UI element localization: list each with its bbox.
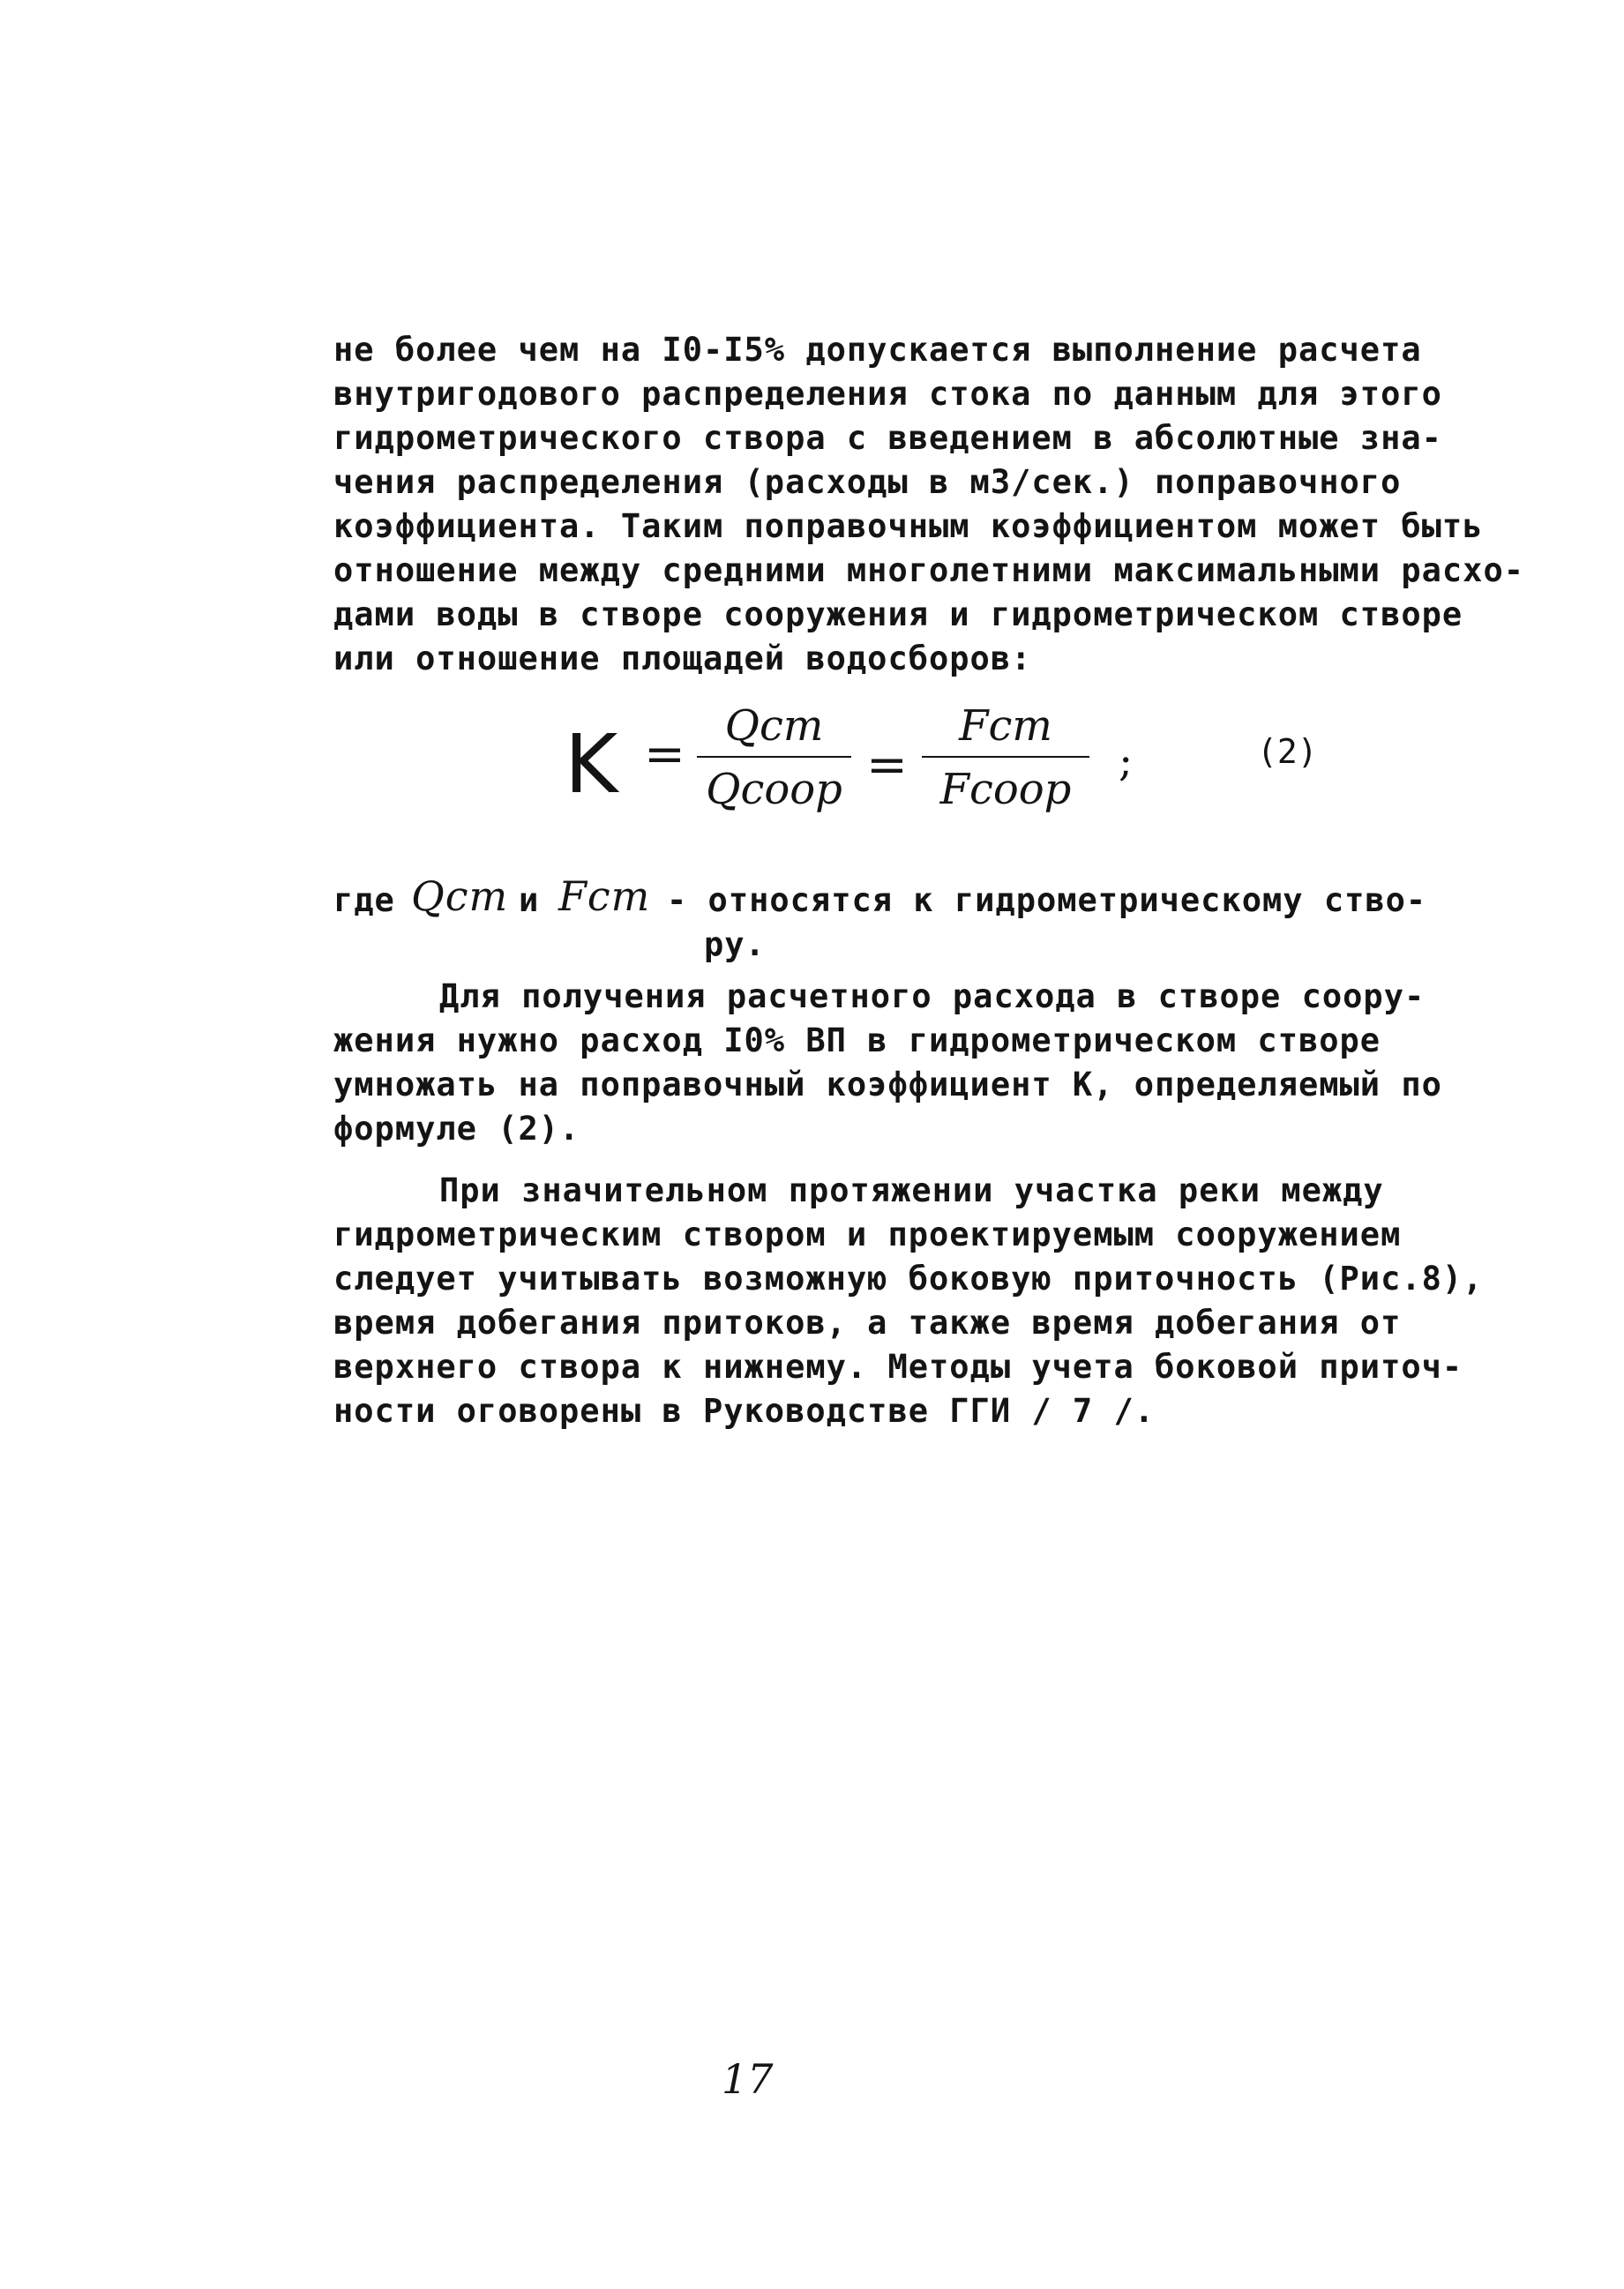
formula-equals: = (644, 726, 685, 783)
fraction-numerator: Qст (724, 701, 824, 751)
text-line: умножать на поправочный коэффициент К, определяемый по (333, 1066, 1442, 1103)
text-line: При значительном протяжении участка реки между (439, 1171, 1384, 1209)
formula-lhs: K (565, 717, 618, 812)
fraction-discharge-ratio (697, 701, 851, 814)
text-line: внутригодового распределения стока по данным для этого (333, 375, 1442, 413)
formula-equals: = (866, 737, 908, 794)
formula-semicolon: ; (1119, 737, 1134, 786)
fraction-area-ratio (922, 701, 1089, 814)
paragraph-design-discharge (333, 975, 1442, 1151)
text-line: Для получения расчетного расхода в створе соору- (439, 977, 1426, 1015)
text-line: чения распределения (расходы в м3/сек.) поправочного (333, 463, 1402, 501)
text-line: коэффициента. Таким поправочным коэффициентом может быть (333, 507, 1484, 545)
text-line: не более чем на I0-I5% допускается выполнение расчета (333, 331, 1422, 369)
text-line: время добегания притоков, а также время добегания от (333, 1304, 1402, 1342)
symbol-q: Qст (411, 872, 509, 920)
fraction-numerator: Fст (959, 701, 1052, 751)
paragraph-calculation-method (333, 328, 1525, 681)
fraction-denominator: Qсоор (706, 765, 842, 814)
fraction-denominator: Fсоор (939, 765, 1072, 814)
text-line: верхнего створа к нижнему. Методы учета боковой приточ- (333, 1348, 1463, 1386)
page-number: 17 (722, 2055, 774, 2103)
symbol-f: Fст (558, 872, 651, 920)
text-line: или отношение площадей водосборов: (333, 640, 1032, 677)
text-line: отношение между средними многолетними максимальными расхо- (333, 551, 1525, 589)
paragraph-lateral-inflow (333, 1169, 1484, 1433)
formula-explanation (333, 869, 1436, 966)
formula-correction-coefficient (565, 701, 1358, 851)
text-line: дами воды в створе сооружения и гидрометрическом створе (333, 595, 1463, 633)
text-line: следует учитывать возможную боковую приточность (Рис.8), (333, 1260, 1484, 1298)
text-line: гидрометрическим створом и проектируемым сооружением (333, 1216, 1402, 1253)
where-word: где (333, 881, 395, 919)
text-line: ности оговорены в Руководстве ГГИ / 7 /. (333, 1392, 1156, 1430)
text-line: гидрометрического створа с введением в абсолютные зна- (333, 419, 1442, 457)
and-word: и (519, 881, 540, 919)
explanation-text-continued: ру. (704, 925, 766, 963)
text-line: жения нужно расход I0% ВП в гидрометрическом створе (333, 1021, 1381, 1059)
text-line: формуле (2). (333, 1110, 580, 1148)
formula-number: (2) (1257, 732, 1318, 771)
explanation-text: - относятся к гидрометрическому ство- (667, 881, 1427, 919)
